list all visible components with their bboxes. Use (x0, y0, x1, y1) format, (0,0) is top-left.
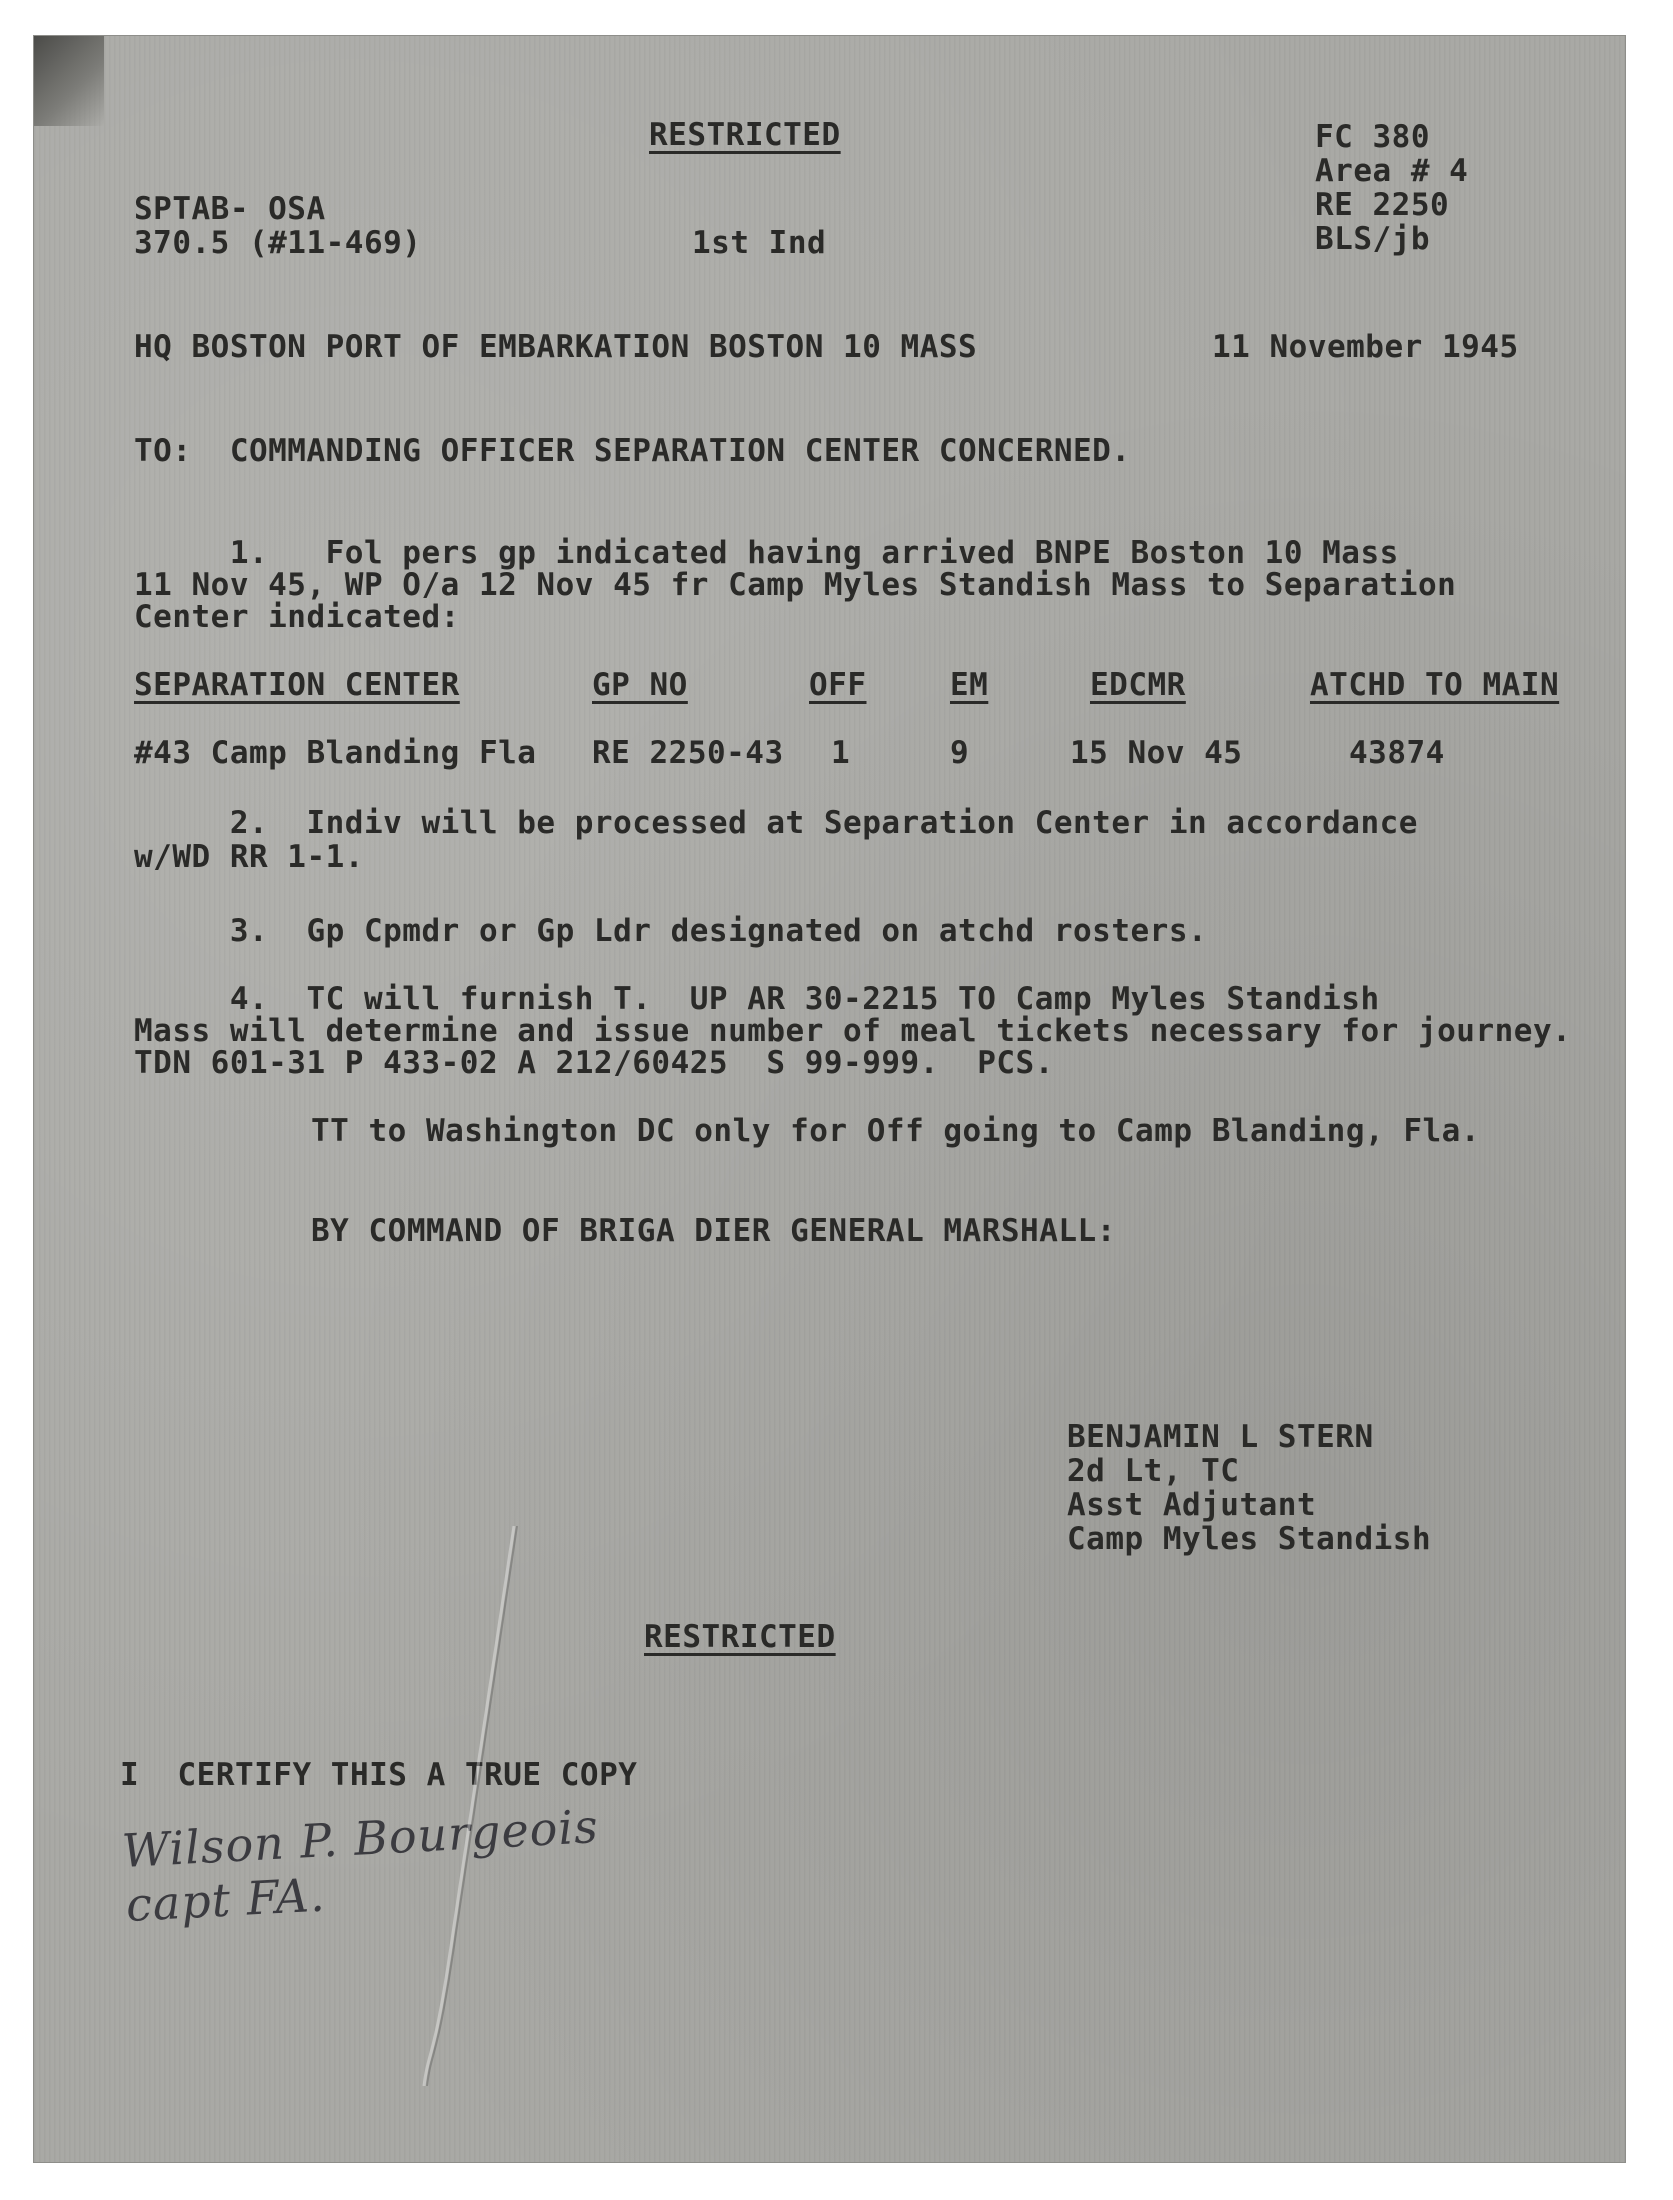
table-cell: 1 (831, 735, 851, 771)
table-cell: RE 2250-43 (592, 735, 784, 771)
paragraph-3: 3. Gp Cpmdr or Gp Ldr designated on atchd rosters. (134, 913, 1208, 949)
origin-line: HQ BOSTON PORT OF EMBARKATION BOSTON 10 MASS (134, 329, 978, 365)
paragraph-2-line: w/WD RR 1-1. (134, 839, 364, 875)
indorsement-label: 1st Ind (692, 225, 827, 261)
signature-block-line: 2d Lt, TC (1067, 1453, 1240, 1489)
handwritten-signature-rank: capt FA. (124, 1867, 327, 1932)
paragraph-4-line: Mass will determine and issue number of meal tickets necessary for journey. (134, 1013, 1572, 1049)
table-cell: 15 Nov 45 (1070, 735, 1243, 771)
table-header-separation-center: SEPARATION CENTER (134, 667, 460, 703)
classification-top: RESTRICTED (649, 117, 841, 153)
document-date: 11 November 1945 (1212, 329, 1519, 365)
certification-line: I CERTIFY THIS A TRUE COPY (120, 1757, 638, 1793)
travel-note: TT to Washington DC only for Off going to Camp Blanding, Fla. (311, 1113, 1480, 1149)
file-code-line: RE 2250 (1315, 187, 1450, 223)
paragraph-2-line: 2. Indiv will be processed at Separation Center in accordance (134, 805, 1418, 841)
paragraph-1-line: 11 Nov 45, WP O/a 12 Nov 45 fr Camp Myles Standish Mass to Separation (134, 567, 1457, 603)
addressee-line: TO: COMMANDING OFFICER SEPARATION CENTER CONCERNED. (134, 433, 1131, 469)
file-code-line: BLS/jb (1315, 221, 1430, 257)
table-cell: #43 Camp Blanding Fla (134, 735, 537, 771)
paper-crease (414, 1526, 534, 2086)
classification-bottom: RESTRICTED (644, 1619, 836, 1655)
handwritten-signature-name: Wilson P. Bourgeois (120, 1799, 600, 1878)
table-header-gp-no: GP NO (592, 667, 688, 703)
table-cell: 43874 (1349, 735, 1445, 771)
office-symbol: SPTAB- OSA (134, 191, 326, 227)
table-header-edcmr: EDCMR (1090, 667, 1186, 703)
signature-block-line: BENJAMIN L STERN (1067, 1419, 1374, 1455)
file-code-line: Area # 4 (1315, 153, 1469, 189)
paragraph-4-line: TDN 601-31 P 433-02 A 212/60425 S 99-999. PCS. (134, 1045, 1054, 1081)
table-header-off: OFF (809, 667, 867, 703)
file-number: 370.5 (#11-469) (134, 225, 422, 261)
command-line: BY COMMAND OF BRIGA DIER GENERAL MARSHALL: (311, 1213, 1116, 1249)
table-cell: 9 (950, 735, 970, 771)
table-header-atchd-to-main: ATCHD TO MAIN (1310, 667, 1560, 703)
paragraph-1-line: Center indicated: (134, 599, 460, 635)
signature-block-line: Asst Adjutant (1067, 1487, 1317, 1523)
paragraph-1-line: 1. Fol pers gp indicated having arrived BNPE Boston 10 Mass (134, 535, 1399, 571)
table-header-em: EM (950, 667, 989, 703)
paragraph-4-line: 4. TC will furnish T. UP AR 30-2215 TO Camp Myles Standish (134, 981, 1380, 1017)
document-page (34, 36, 1625, 2162)
file-code-line: FC 380 (1315, 119, 1430, 155)
signature-block-line: Camp Myles Standish (1067, 1521, 1432, 1557)
